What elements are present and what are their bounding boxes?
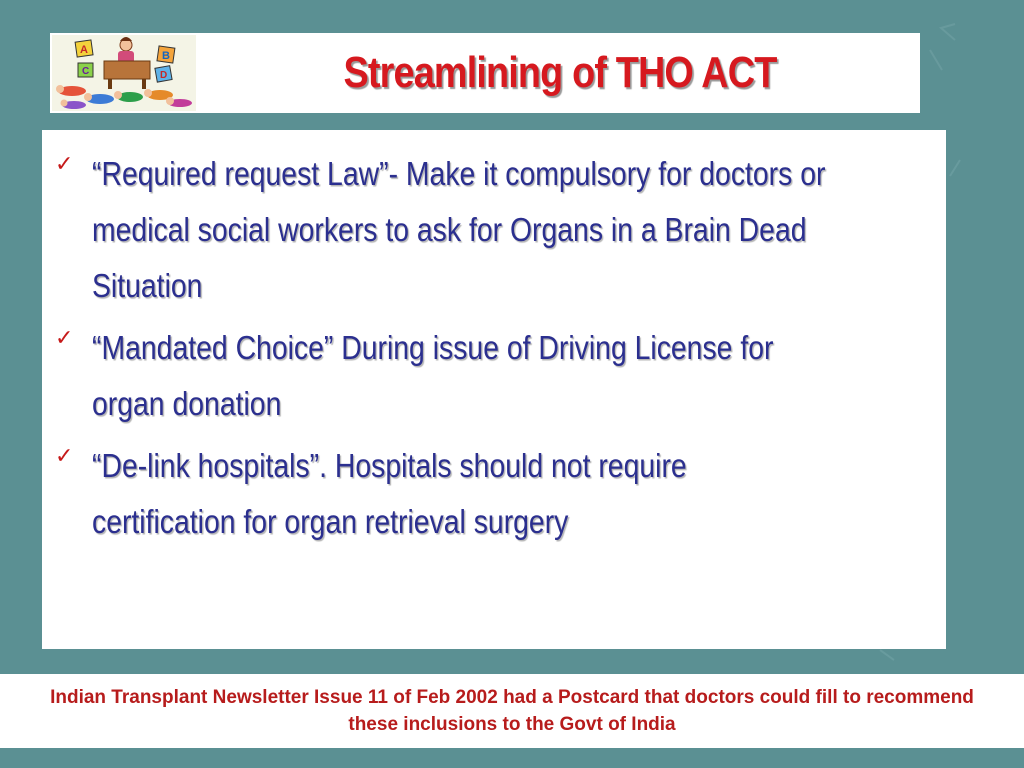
bullet-line: “Mandated Choice” During issue of Driving License for	[92, 329, 774, 366]
check-mark-icon: ✓	[55, 326, 74, 351]
footer-note: Indian Transplant Newsletter Issue 11 of Feb 2002 had a Postcard that doctors could fill to recommend these inclusions to the Govt of India	[50, 687, 974, 735]
svg-text:A: A	[80, 44, 88, 56]
bullet-line: “Required request Law”- Make it compulsory for doctors or	[92, 155, 826, 192]
svg-text:D: D	[160, 70, 168, 81]
classroom-icon	[52, 35, 196, 111]
check-mark-icon: ✓	[55, 444, 74, 469]
bullet-line: “De-link hospitals”. Hospitals should not require	[92, 447, 687, 484]
title-bar	[50, 33, 920, 113]
bullet-line: certification for organ retrieval surgery	[92, 503, 569, 540]
bullet-line: Situation	[92, 267, 203, 304]
bullet-line: organ donation	[92, 385, 282, 422]
content-panel	[42, 130, 946, 649]
bullet-line: medical social workers to ask for Organs in a Brain Dead	[92, 211, 807, 248]
check-mark-icon: ✓	[55, 152, 74, 177]
logo-illustration	[52, 35, 196, 111]
svg-text:C: C	[82, 66, 90, 77]
slide-title: Streamlining of THO ACT	[343, 48, 777, 97]
svg-text:B: B	[162, 50, 170, 62]
footer-banner	[0, 674, 1024, 748]
